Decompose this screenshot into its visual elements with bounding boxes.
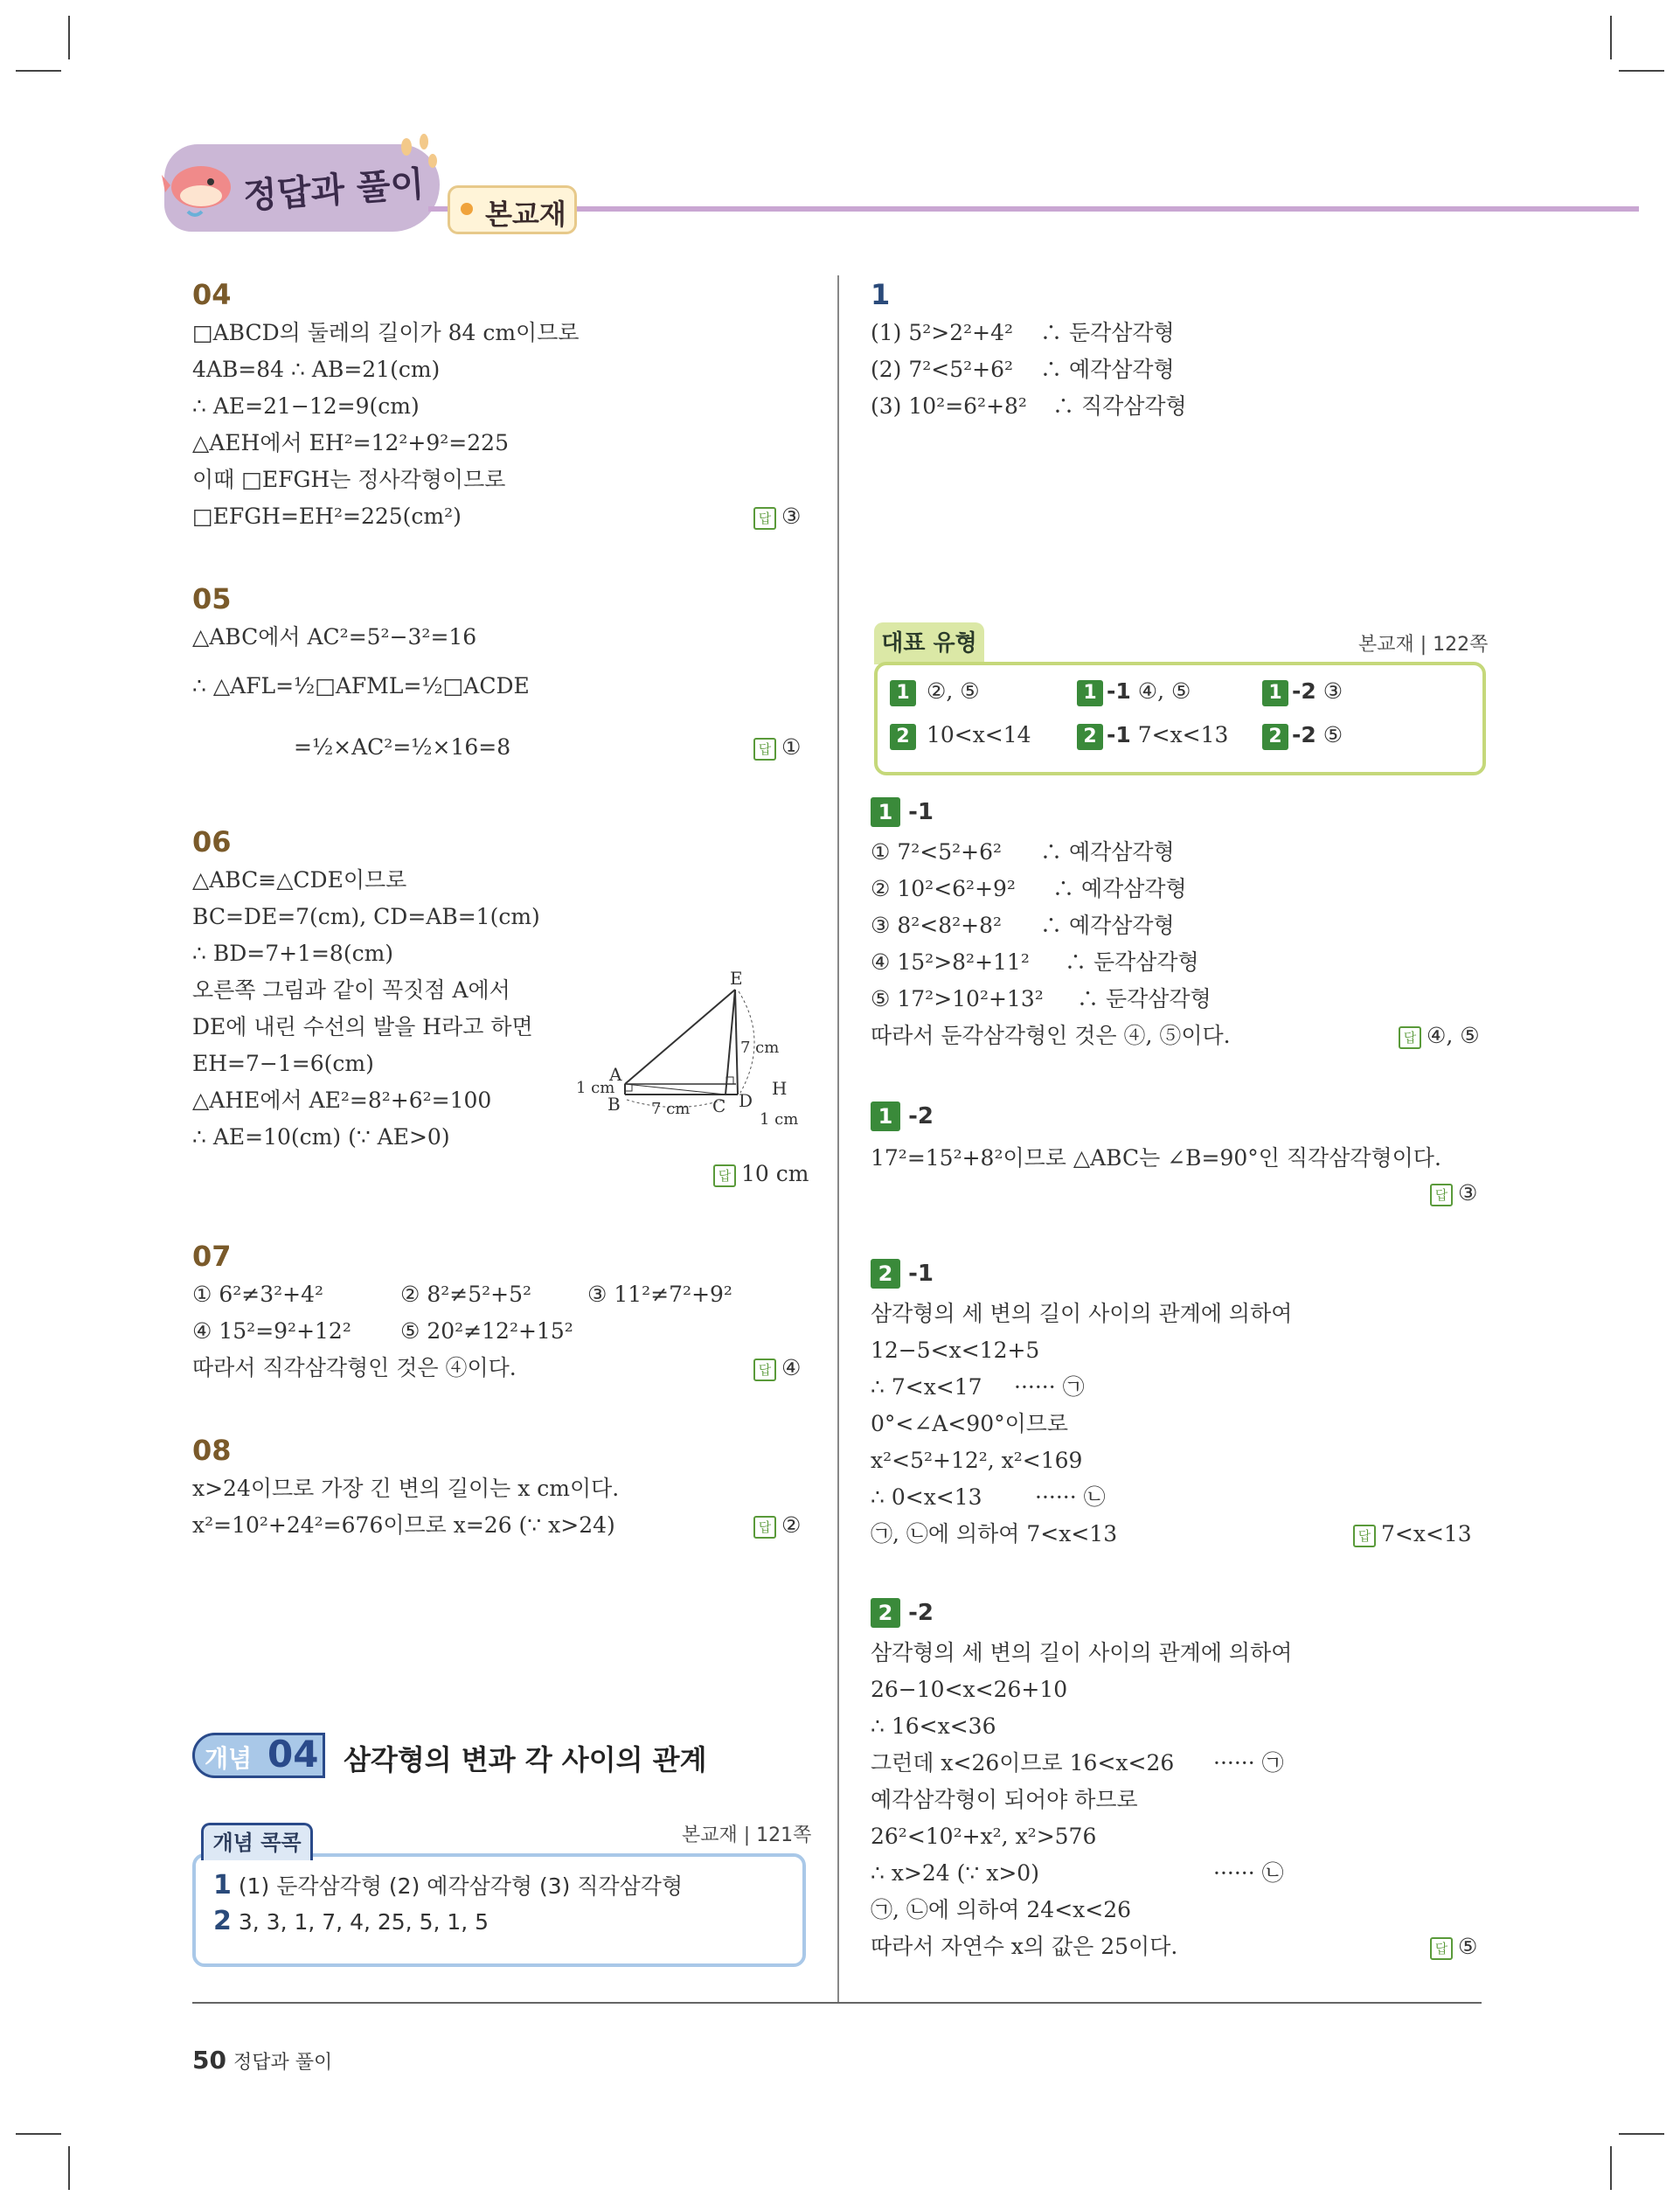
answer [713,1161,809,1187]
answer-value: ② [781,1512,802,1538]
solution-line: 예각삼각형이 되어야 하므로 [871,1787,1138,1812]
figure-label: H [772,1078,788,1099]
footer-text: 정답과 풀이 [233,2052,333,2074]
solution-line: ······ ㉠ [1213,1750,1284,1776]
solution-line: EH=7−1=6(cm) [192,1051,374,1076]
type-answer: ②, ⑤ [926,678,980,704]
solution-line: 12−5<x<12+5 [871,1338,1040,1363]
answer-mark-icon: 답 [753,1516,776,1539]
problem-number: 07 [192,1240,232,1273]
page-number: 50 [192,2046,226,2074]
solution-line: ······ ㉠ [1014,1374,1085,1400]
figure-label: B [607,1094,621,1115]
solution-line: 0°<∠A<90°이므로 [871,1411,1069,1436]
solution-line: ③ 11²≠7²+9² [587,1282,732,1307]
solution-line: □EFGH=EH²=225(cm²) [192,504,462,529]
type-answer: 7<x<13 [1137,722,1229,747]
answer [753,734,801,761]
tag-dot-icon [461,203,473,215]
whale-icon [162,150,240,220]
solution-line: ② 10²<6²+9² [871,876,1016,901]
solution-line: ∴ BD=7+1=8(cm) [192,941,394,966]
crop-mark [1610,2146,1612,2190]
figure-label: E [730,970,743,989]
crop-mark [16,70,61,72]
type-sub: -2 [1292,722,1316,747]
type-box-icon: 1 [1262,680,1288,706]
solution-line: 4AB=84 ∴ AB=21(cm) [192,357,441,382]
answer-value: ① [781,734,802,760]
crop-mark [1619,2133,1664,2135]
concept-title: 삼각형의 변과 각 사이의 관계 [344,1743,707,1776]
solution-line: ∴ 둔각삼각형 [1040,320,1175,345]
crop-mark [68,16,70,59]
type-box-icon: 1 [871,797,900,827]
answer-value: ③ [781,504,802,529]
solution-line: 17²=15²+8²이므로 △ABC는 ∠B=90°인 직각삼각형이다. [871,1145,1441,1171]
solution-line: ∴ x>24 (∵ x>0) [871,1860,1039,1886]
textbook-ref: 본교재 | 121쪽 [682,1824,812,1846]
solution-line: ∴ 예각삼각형 [1040,357,1175,382]
column-divider [837,275,839,2002]
solution-line: ⑤ 20²≠12²+15² [400,1318,573,1344]
page-footer [192,2046,332,2074]
answer-mark-icon: 답 [753,738,776,761]
concept-line-number: 1 [213,1870,232,1901]
representative-item [890,722,1031,750]
type-box-icon: 2 [1077,724,1103,750]
problem-number: 06 [192,825,232,858]
problem-label [871,1259,934,1289]
solution-line: (1) 5²>2²+4² [871,320,1014,345]
answer-mark-icon: 답 [1399,1026,1421,1049]
solution-line: ······ ㉡ [1035,1484,1106,1510]
solution-line: ① 6²≠3²+4² [192,1282,324,1307]
problem-label [871,1102,934,1131]
solution-line: ······ ㉡ [1213,1860,1284,1886]
solution-line: 따라서 자연수 x의 값은 25이다. [871,1934,1178,1959]
concept-line-text: (1) 둔각삼각형 (2) 예각삼각형 (3) 직각삼각형 [238,1873,684,1899]
problem-label [871,797,934,827]
figure-label: 1 cm [576,1079,615,1097]
figure-label: D [739,1090,753,1111]
concept-badge-frame [192,1733,325,1778]
type-sub: -1 [1107,678,1131,704]
answer-mark-icon: 답 [753,507,776,530]
type-box-icon: 1 [1077,680,1103,706]
answer-mark-icon: 답 [1430,1937,1453,1960]
answer [1399,1023,1480,1049]
answer-value: ⑤ [1458,1934,1478,1959]
problem-number: 05 [192,582,232,615]
answer-mark-icon: 답 [713,1164,736,1187]
solution-line: 따라서 둔각삼각형인 것은 ④, ⑤이다. [871,1023,1231,1048]
concept-check-line [213,1906,489,1936]
solution-line: 따라서 직각삼각형인 것은 ④이다. [192,1355,517,1380]
answer-value: ④, ⑤ [1427,1023,1480,1048]
type-answer: ⑤ [1322,722,1343,747]
solution-line: ④ 15²>8²+11² [871,949,1030,975]
solution-line: 삼각형의 세 변의 길이 사이의 관계에 의하여 [871,1301,1293,1326]
solution-line: 삼각형의 세 변의 길이 사이의 관계에 의하여 [871,1640,1293,1665]
triangle-figure [573,970,809,1136]
answer-value: ③ [1458,1180,1478,1206]
concept-check-tab: 개념 콕콕 [201,1823,313,1860]
figure-label: C [712,1095,726,1116]
type-box-icon: 1 [890,680,916,706]
representative-tab: 대표 유형 [874,622,984,664]
solution-line: ∴ △AFL=½□AFML=½□ACDE [192,673,530,698]
solution-line: ∴ 둔각삼각형 [1077,986,1211,1011]
solution-line: ∴ 0<x<13 [871,1484,982,1510]
figure-label: 7 cm [651,1100,691,1118]
solution-line: ㉠, ㉡에 의하여 24<x<26 [871,1897,1132,1922]
concept-number: 04 [267,1733,319,1776]
solution-line: ④ 15²=9²+12² [192,1318,351,1344]
header-tag-label: 본교재 [485,198,566,231]
concept-label: 개념 [205,1744,253,1773]
answer [753,1512,801,1539]
footer-rule [192,2002,1482,2004]
crop-mark [16,2133,61,2135]
answer-mark-icon: 답 [1430,1184,1453,1206]
solution-line: ㉠, ㉡에 의하여 7<x<13 [871,1521,1118,1546]
answer [753,1355,801,1381]
representative-item [1077,722,1228,750]
solution-line: 26²<10²+x², x²>576 [871,1824,1097,1849]
type-answer: ④, ⑤ [1137,678,1191,704]
solution-line: x²<5²+12², x²<169 [871,1448,1083,1473]
problem-sub: -1 [908,1261,934,1287]
solution-line: △ABC에서 AC²=5²−3²=16 [192,624,477,650]
figure-label: A [609,1064,622,1085]
type-answer: ③ [1322,678,1343,704]
figure-label: 7 cm [740,1039,780,1057]
solution-line: ∴ 둔각삼각형 [1065,949,1199,975]
solution-line: =½×AC²=½×16=8 [294,734,511,760]
concept-check-line [213,1869,683,1901]
solution-line: 그런데 x<26이므로 16<x<26 [871,1750,1175,1776]
solution-line: ∴ 예각삼각형 [1040,839,1175,865]
answer [1353,1521,1472,1547]
problem-label [871,1598,934,1628]
solution-line: △AEH에서 EH²=12²+9²=225 [192,430,509,455]
solution-line: △AHE에서 AE²=8²+6²=100 [192,1088,492,1113]
solution-line: ∴ AE=21−12=9(cm) [192,393,420,419]
type-sub: -2 [1292,678,1316,704]
solution-line: (2) 7²<5²+6² [871,357,1014,382]
solution-line: ∴ 직각삼각형 [1052,393,1187,419]
crop-mark [68,2146,70,2190]
header-rule [428,206,1639,212]
answer-value: ④ [781,1355,802,1380]
concept-line-number: 2 [213,1906,232,1936]
solution-line: ② 8²≠5²+5² [400,1282,532,1307]
solution-line: BC=DE=7(cm), CD=AB=1(cm) [192,904,540,929]
type-box-icon: 2 [890,724,916,750]
solution-line: 오른쪽 그림과 같이 꼭짓점 A에서 [192,977,510,1003]
header-tag [448,185,577,234]
problem-number: 1 [871,278,891,311]
solution-line: (3) 10²=6²+8² [871,393,1027,419]
type-sub: -1 [1107,722,1131,747]
crop-mark [1619,70,1664,72]
representative-item [1262,722,1343,750]
solution-line: x>24이므로 가장 긴 변의 길이는 x cm이다. [192,1476,620,1501]
answer-mark-icon: 답 [1353,1525,1376,1547]
answer-value: 10 cm [741,1161,809,1186]
type-box-icon: 1 [871,1102,900,1131]
solution-line: ∴ 예각삼각형 [1040,913,1175,938]
solution-line: 26−10<x<26+10 [871,1677,1068,1702]
problem-number: 08 [192,1434,232,1467]
answer-mark-icon: 답 [753,1359,776,1381]
header-title: 정답과 풀이 [241,163,426,218]
solution-line: DE에 내린 수선의 발을 H라고 하면 [192,1014,533,1039]
solution-line: x²=10²+24²=676이므로 x=26 (∵ x>24) [192,1512,615,1538]
answer [1430,1180,1477,1206]
crop-mark [1610,16,1612,59]
problem-sub: -1 [908,799,934,825]
type-box-icon: 2 [871,1598,900,1628]
problem-sub: -2 [908,1600,934,1626]
solution-line: ⑤ 17²>10²+13² [871,986,1044,1011]
solution-line: ∴ AE=10(cm) (∵ AE>0) [192,1124,450,1150]
type-box-icon: 2 [871,1259,900,1289]
problem-number: 04 [192,278,232,311]
representative-item [1262,678,1343,706]
solution-line: ∴ 16<x<36 [871,1713,996,1739]
problem-sub: -2 [908,1103,934,1129]
solution-line: ∴ 7<x<17 [871,1374,982,1400]
answer [753,504,801,530]
figure-label: 1 cm [760,1110,799,1129]
solution-line: ∴ 예각삼각형 [1052,876,1187,901]
answer [1430,1934,1477,1960]
concept-line-text: 3, 3, 1, 7, 4, 25, 5, 1, 5 [238,1909,489,1935]
answer-value: 7<x<13 [1381,1521,1472,1546]
type-answer: 10<x<14 [926,722,1031,747]
solution-line: □ABCD의 둘레의 길이가 84 cm이므로 [192,320,580,345]
solution-line: △ABC≡△CDE이므로 [192,867,407,893]
solution-line: ③ 8²<8²+8² [871,913,1003,938]
representative-item [1077,678,1191,706]
type-box-icon: 2 [1262,724,1288,750]
solution-line: 이때 □EFGH는 정사각형이므로 [192,467,506,492]
solution-line: ① 7²<5²+6² [871,839,1003,865]
representative-item [890,678,980,706]
textbook-ref: 본교재 | 122쪽 [1358,634,1489,656]
